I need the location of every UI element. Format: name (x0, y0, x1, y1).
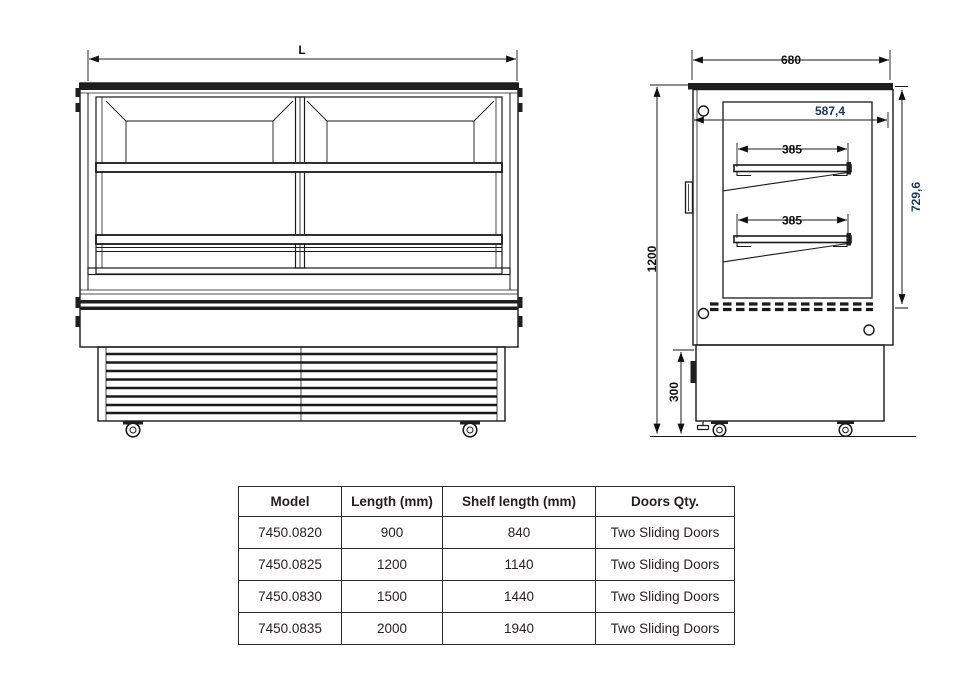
table-row (239, 613, 735, 645)
cell-doors-qty: Two Sliding Doors (596, 613, 735, 645)
side-base-unit (696, 345, 884, 421)
cell-model: 7450.0820 (239, 517, 342, 549)
side-door-handle (686, 182, 693, 213)
side-door-glass (723, 102, 872, 298)
front-shelf-upper (96, 163, 502, 172)
side-leveling-foot (698, 421, 709, 430)
dimension-inner-depth-label: 587,4 (814, 104, 846, 118)
side-screw-hole-bottom-right (864, 325, 874, 335)
dimension-glass-height (895, 87, 923, 309)
cell-shelf-length: 1440 (443, 581, 596, 613)
front-view (76, 43, 523, 437)
side-vent-strip (710, 304, 873, 310)
dimension-total-height (645, 85, 690, 434)
side-base-bracket (691, 361, 697, 383)
table-row (239, 581, 735, 613)
dimension-glass-height-label: 729,6 (909, 181, 924, 213)
side-screw-hole-top (699, 106, 709, 116)
front-shelf-lower (96, 235, 502, 244)
dimension-total-height-label: 1200 (645, 245, 660, 273)
dimension-length (88, 43, 517, 81)
side-caster-right (837, 421, 854, 436)
dimension-base-height-label: 300 (667, 381, 682, 403)
cell-doors-qty: Two Sliding Doors (596, 549, 735, 581)
front-deck-rail (96, 248, 502, 252)
side-screw-hole-bottom-left (699, 309, 709, 319)
table-row (239, 517, 735, 549)
cell-shelf-length: 840 (443, 517, 596, 549)
side-view (645, 50, 923, 437)
dimension-length-label: L (298, 43, 306, 57)
dimension-shelf-upper-label: 385 (781, 142, 803, 157)
side-caster-left (711, 421, 728, 436)
spec-table-container (238, 486, 735, 645)
spec-table-header-row (239, 487, 735, 517)
front-top-band (79, 83, 519, 90)
cell-shelf-length: 1940 (443, 613, 596, 645)
cell-shelf-length: 1140 (443, 549, 596, 581)
front-side-tabs (76, 88, 523, 327)
dimension-shelf-lower-label: 385 (781, 213, 803, 228)
side-shelf-upper (723, 143, 851, 192)
front-louvered-base (98, 347, 505, 421)
spec-table (238, 486, 735, 645)
header-length: Length (mm) (342, 487, 443, 517)
front-caster-left (123, 421, 143, 437)
header-model: Model (239, 487, 342, 517)
table-row (239, 549, 735, 581)
header-doors-qty: Doors Qty. (596, 487, 735, 517)
cell-model: 7450.0825 (239, 549, 342, 581)
cell-model: 7450.0835 (239, 613, 342, 645)
cell-doors-qty: Two Sliding Doors (596, 517, 735, 549)
front-bumper-band (80, 290, 518, 310)
front-caster-right (460, 421, 480, 437)
dimension-depth (692, 50, 890, 80)
cell-doors-qty: Two Sliding Doors (596, 581, 735, 613)
side-shelf-lower (723, 214, 851, 263)
cell-length: 2000 (342, 613, 443, 645)
cell-model: 7450.0830 (239, 581, 342, 613)
header-shelf-length: Shelf length (mm) (443, 487, 596, 517)
side-top-band (688, 83, 893, 90)
cell-length: 1500 (342, 581, 443, 613)
dimension-depth-label: 680 (780, 53, 802, 67)
cell-length: 900 (342, 517, 443, 549)
dimension-base-height (667, 350, 694, 434)
cell-length: 1200 (342, 549, 443, 581)
